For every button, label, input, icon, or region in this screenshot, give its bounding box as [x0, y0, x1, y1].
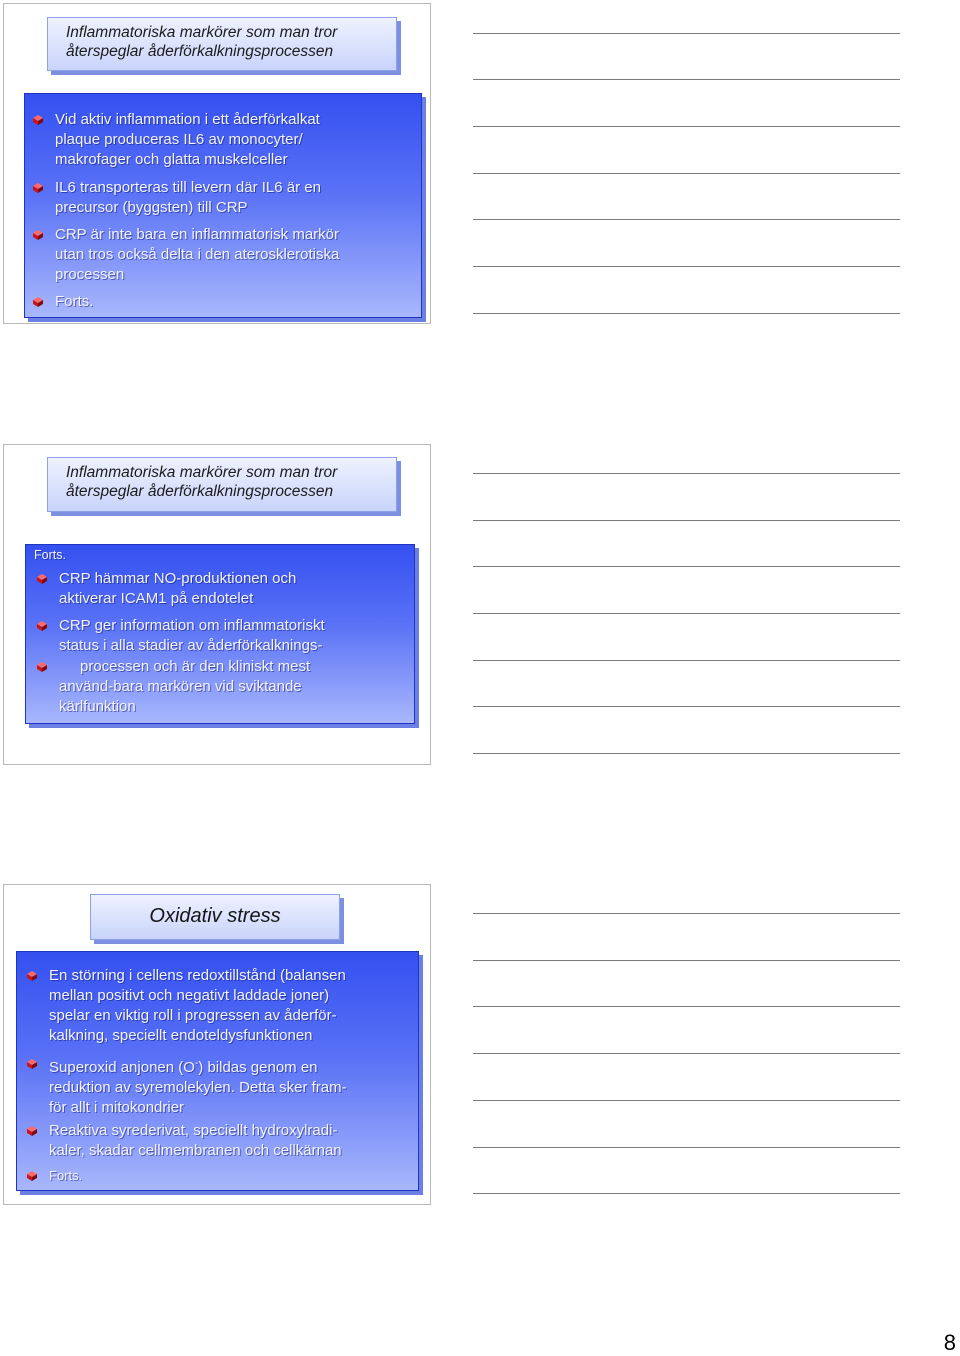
bullet-line: aktiverar ICAM1 på endotelet: [59, 590, 254, 607]
slide-2-title: [47, 457, 397, 512]
bullet-icon: [37, 574, 47, 584]
bullet-line: reduktion av syremolekylen. Detta sker fram-: [49, 1079, 347, 1096]
bullet-icon: [27, 971, 37, 981]
bullet-line: för allt i mitokondrier: [49, 1099, 185, 1116]
slide-1-title-line-2: återspeglar åderförkalkningsprocessen: [66, 43, 334, 60]
slide-3-bullet-1: [27, 966, 346, 1046]
slide-2-bullet-2: [37, 616, 325, 656]
note-line: [473, 1193, 900, 1194]
note-line: [473, 1147, 900, 1148]
note-line: [473, 313, 900, 314]
bullet-line: mellan positivt och negativt laddade joner): [49, 987, 330, 1004]
bullet-icon: [33, 230, 43, 240]
slide-1-bullet-4: [33, 292, 93, 312]
note-line: [473, 473, 900, 474]
note-line: [473, 1006, 900, 1007]
bullet-icon: [27, 1059, 37, 1069]
slide-3-bullet-3: [27, 1121, 342, 1161]
note-line: [473, 753, 900, 754]
slide-3: [3, 884, 431, 1205]
bullet-icon: [37, 621, 47, 631]
bullet-line: kaler, skadar cellmembranen och cellkärnan: [49, 1142, 342, 1159]
bullet-line: kalkning, speciellt endoteldysfunktionen: [49, 1027, 313, 1044]
bullet-line: Superoxid anjonen (O-) bildas genom en: [49, 1058, 318, 1076]
bullet-line: använd-bara markören vid sviktande: [59, 678, 302, 695]
slide-1-title: [47, 17, 397, 71]
bullet-line: makrofager och glatta muskelceller: [55, 151, 288, 168]
bullet-line: spelar en viktig roll i progressen av åderför-: [49, 1007, 337, 1024]
bullet-icon: [33, 297, 43, 307]
slide-2-title-line-1: Inflammatoriska markörer som man tror: [66, 464, 338, 481]
bullet-line: CRP är inte bara en inflammatorisk markör: [55, 226, 339, 243]
note-line: [473, 33, 900, 34]
bullet-icon: [33, 115, 43, 125]
forts-label: Forts.: [49, 1168, 83, 1183]
note-line: [473, 126, 900, 127]
slide-2-body: [25, 544, 415, 724]
bullet-line: plaque produceras IL6 av monocyter/: [55, 131, 303, 148]
note-line: [473, 1053, 900, 1054]
note-line: [473, 706, 900, 707]
bullet-line: processen och är den kliniskt mest: [80, 658, 311, 675]
bullet-line: Vid aktiv inflammation i ett åderförkalkat: [55, 111, 320, 128]
slide-1-bullet-2: [33, 178, 321, 218]
slide-1-bullet-1: [33, 110, 320, 170]
note-line: [473, 613, 900, 614]
slide-3-title: Oxidativ stress: [90, 894, 340, 940]
bullet-line: status i alla stadier av åderförkalknings-: [59, 637, 323, 654]
note-line: [473, 913, 900, 914]
slide-1-title-line-1: Inflammatoriska markörer som man tror: [66, 24, 338, 41]
bullet-line: Reaktiva syrederivat, speciellt hydroxylradi-: [49, 1122, 338, 1139]
note-line: [473, 266, 900, 267]
bullet-line: utan tros också delta i den aterosklerotiska: [55, 246, 340, 263]
slide-3-body: [16, 951, 419, 1191]
note-line: [473, 566, 900, 567]
bullet-line: IL6 transporteras till levern där IL6 är en: [55, 179, 321, 196]
slide-2-bullet-3: [37, 657, 310, 717]
note-line: [473, 520, 900, 521]
slide-1: [3, 3, 431, 324]
note-line: [473, 960, 900, 961]
slide-1-body: [24, 93, 422, 318]
bullet-icon: [27, 1171, 37, 1181]
forts-label: Forts.: [55, 293, 94, 310]
bullet-line: En störning i cellens redoxtillstånd (balansen: [49, 967, 346, 984]
note-line: [473, 79, 900, 80]
bullet-line: processen: [55, 266, 125, 283]
note-line: [473, 219, 900, 220]
slide-3-bullet-2: [27, 1054, 347, 1118]
bullet-line: kärlfunktion: [59, 698, 136, 715]
slide-2: [3, 444, 431, 765]
slide-2-title-line-2: återspeglar åderförkalkningsprocessen: [66, 483, 334, 500]
bullet-icon: [33, 183, 43, 193]
note-line: [473, 173, 900, 174]
slide-2-bullet-1: [37, 569, 296, 609]
page-number: 8: [943, 1330, 956, 1355]
bullet-line: CRP hämmar NO-produktionen och: [59, 570, 297, 587]
forts-label: Forts.: [34, 548, 66, 562]
note-line: [473, 1100, 900, 1101]
slide-1-bullet-3: [33, 225, 339, 285]
bullet-line: CRP ger information om inflammatoriskt: [59, 617, 325, 634]
note-line: [473, 660, 900, 661]
bullet-line: precursor (byggsten) till CRP: [55, 199, 248, 216]
slide-3-bullet-4: [27, 1166, 82, 1186]
bullet-icon: [27, 1126, 37, 1136]
